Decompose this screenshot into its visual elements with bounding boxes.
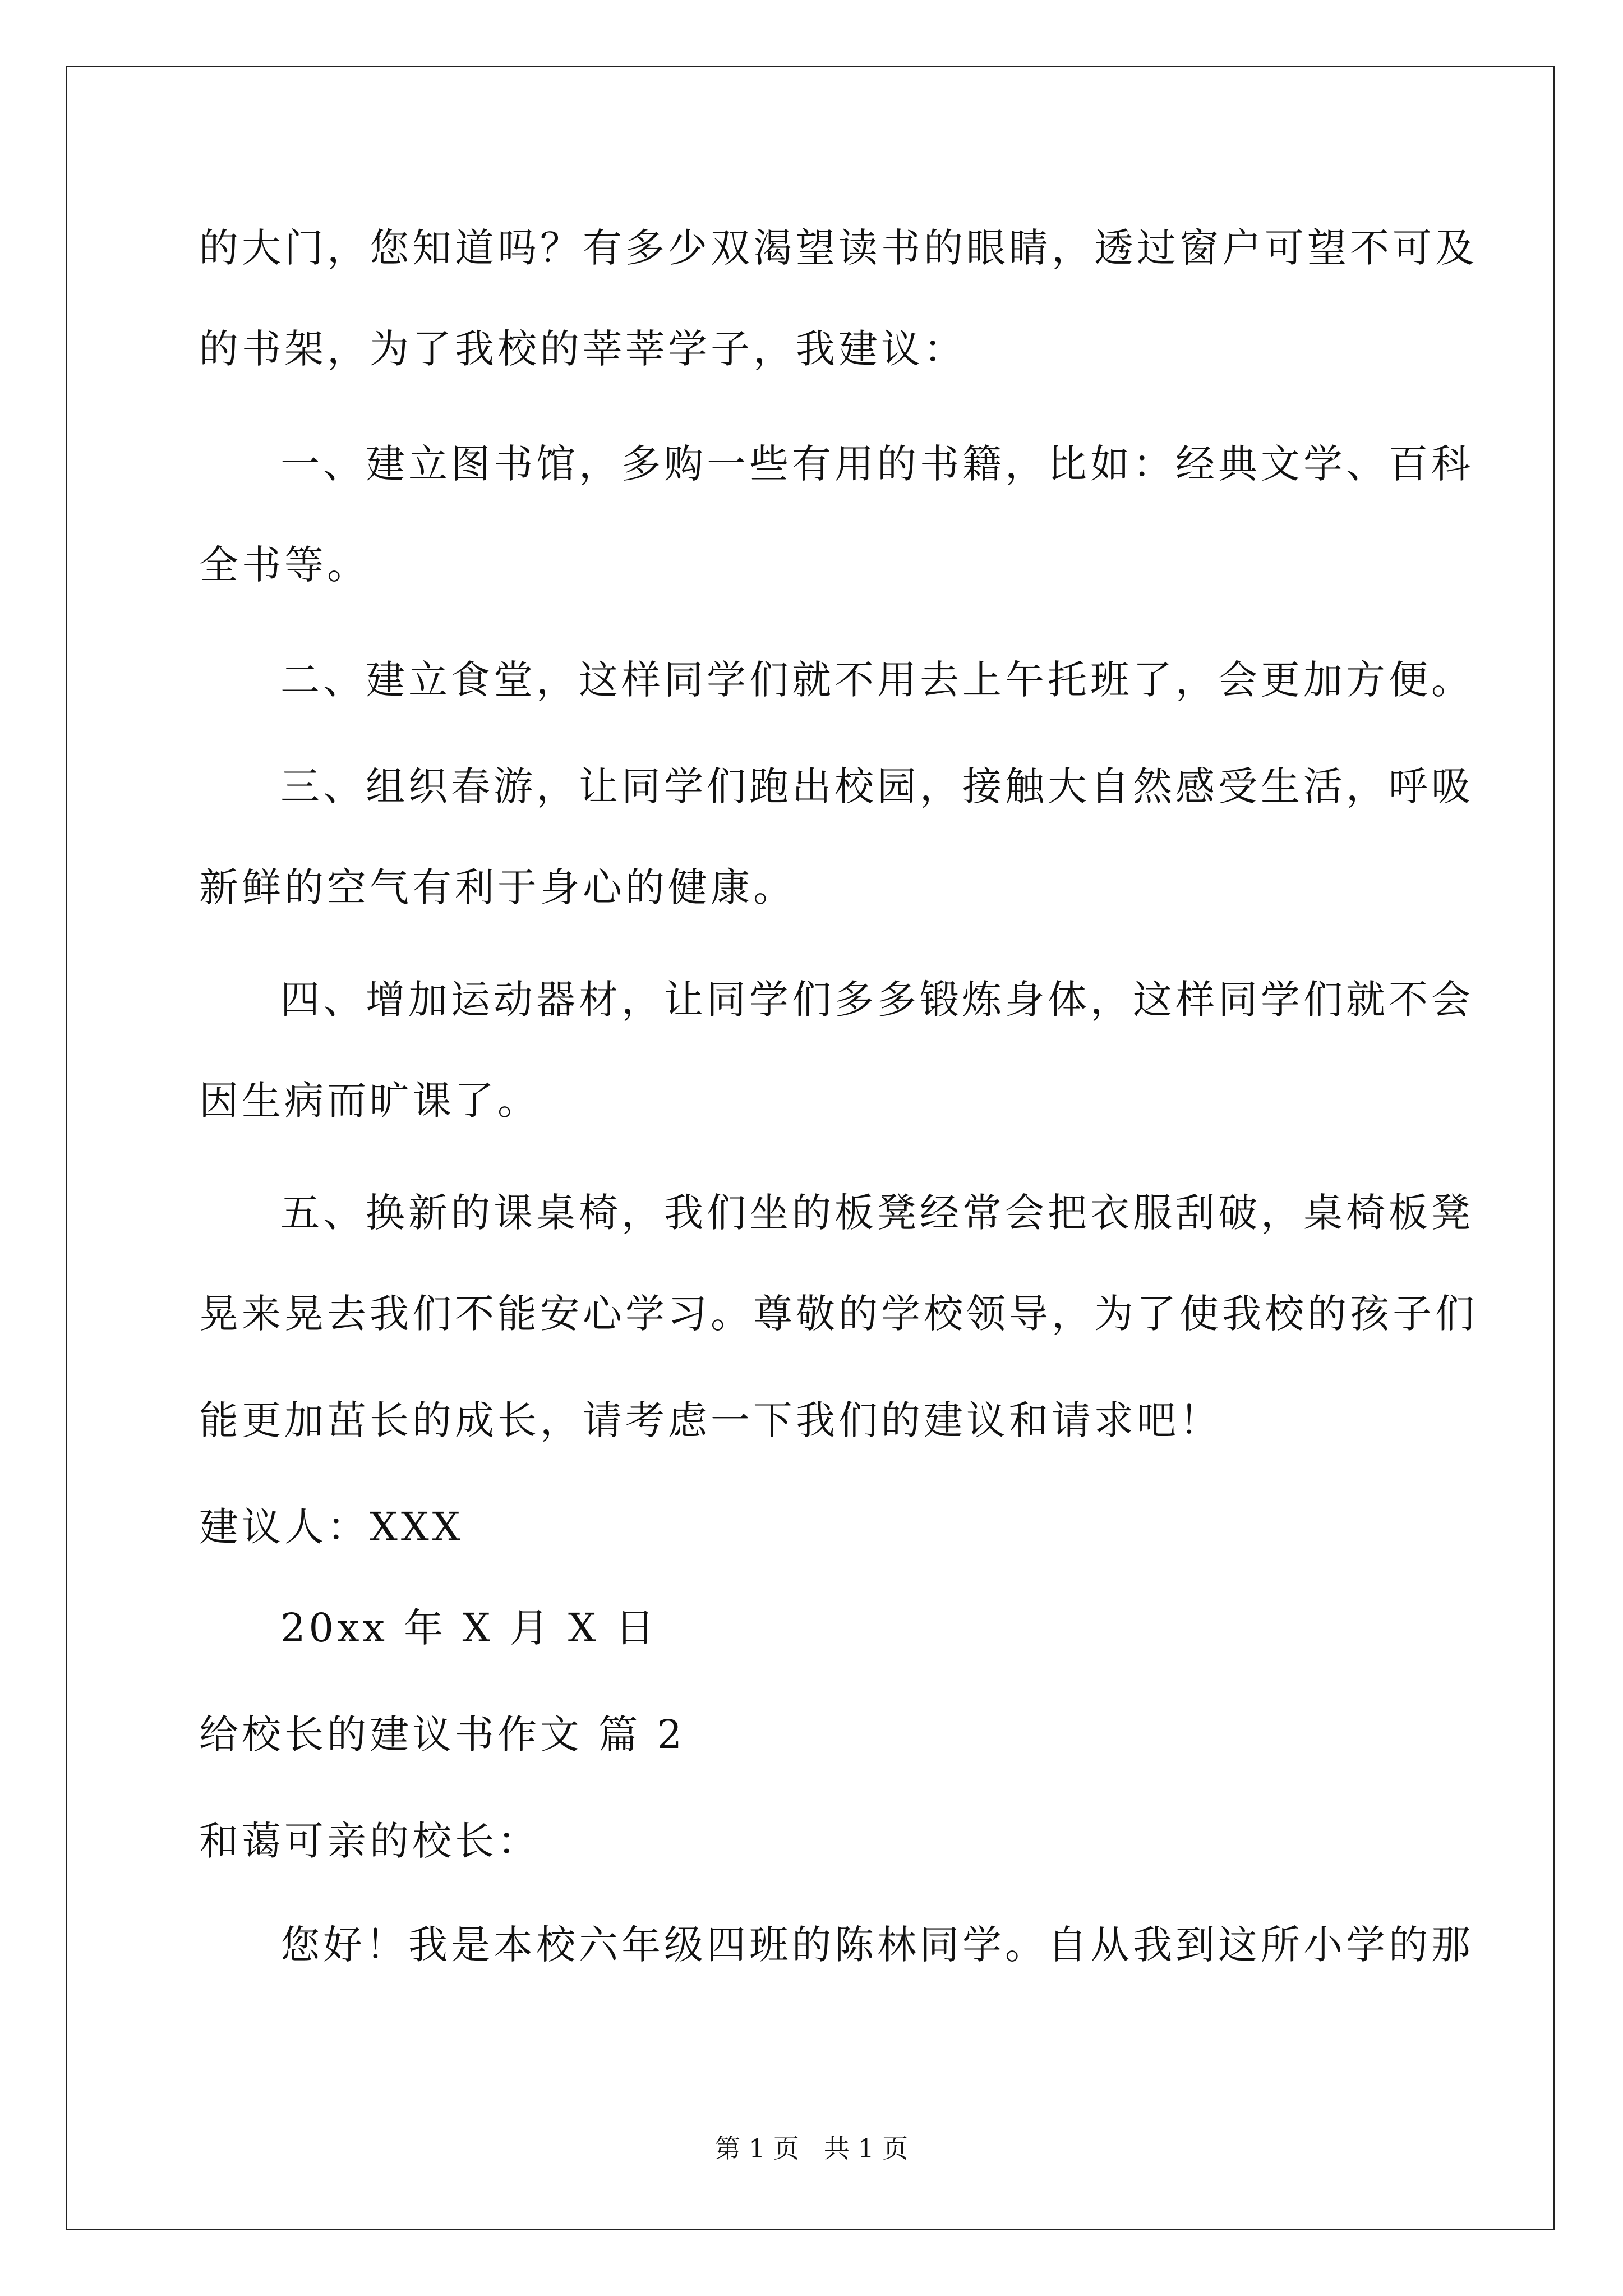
page-border bbox=[66, 66, 1555, 2230]
paragraph-line: 全书等。 bbox=[199, 542, 370, 588]
paragraph-line: 的书架，为了我校的莘莘学子，我建议： bbox=[199, 326, 966, 372]
paragraph-line: 四、增加运动器材，让同学们多多锻炼身体，这样同学们就不会 bbox=[280, 977, 1474, 1023]
paragraph-line: 能更加茁长的成长，请考虑一下我们的建议和请求吧！ bbox=[199, 1397, 1222, 1443]
paragraph-line: 因生病而旷课了。 bbox=[199, 1078, 540, 1124]
signature-line: 建议人：XXX bbox=[199, 1504, 464, 1550]
paragraph-line: 晃来晃去我们不能安心学习。尊敬的学校领导，为了使我校的孩子们 bbox=[199, 1291, 1478, 1337]
paragraph-line: 二、建立食堂，这样同学们就不用去上午托班了，会更加方便。 bbox=[280, 657, 1474, 703]
paragraph-line: 三、组织春游，让同学们跑出校园，接触大自然感受生活，呼吸 bbox=[280, 763, 1474, 809]
date-line: 20xx 年 X 月 X 日 bbox=[280, 1605, 658, 1651]
paragraph-line: 的大门，您知道吗？有多少双渴望读书的眼睛，透过窗户可望不可及 bbox=[199, 225, 1478, 271]
paragraph-line: 您好！我是本校六年级四班的陈林同学。自从我到这所小学的那 bbox=[280, 1922, 1474, 1968]
page-footer: 第 1 页 共 1 页 bbox=[714, 2133, 909, 2164]
paragraph-line: 五、换新的课桌椅，我们坐的板凳经常会把衣服刮破，桌椅板凳 bbox=[280, 1190, 1474, 1236]
paragraph-line: 新鲜的空气有利于身心的健康。 bbox=[199, 864, 796, 910]
section-heading: 给校长的建议书作文 篇 2 bbox=[199, 1711, 686, 1757]
paragraph-line: 一、建立图书馆，多购一些有用的书籍，比如：经典文学、百科 bbox=[280, 441, 1474, 487]
salutation-line: 和蔼可亲的校长： bbox=[199, 1818, 540, 1864]
